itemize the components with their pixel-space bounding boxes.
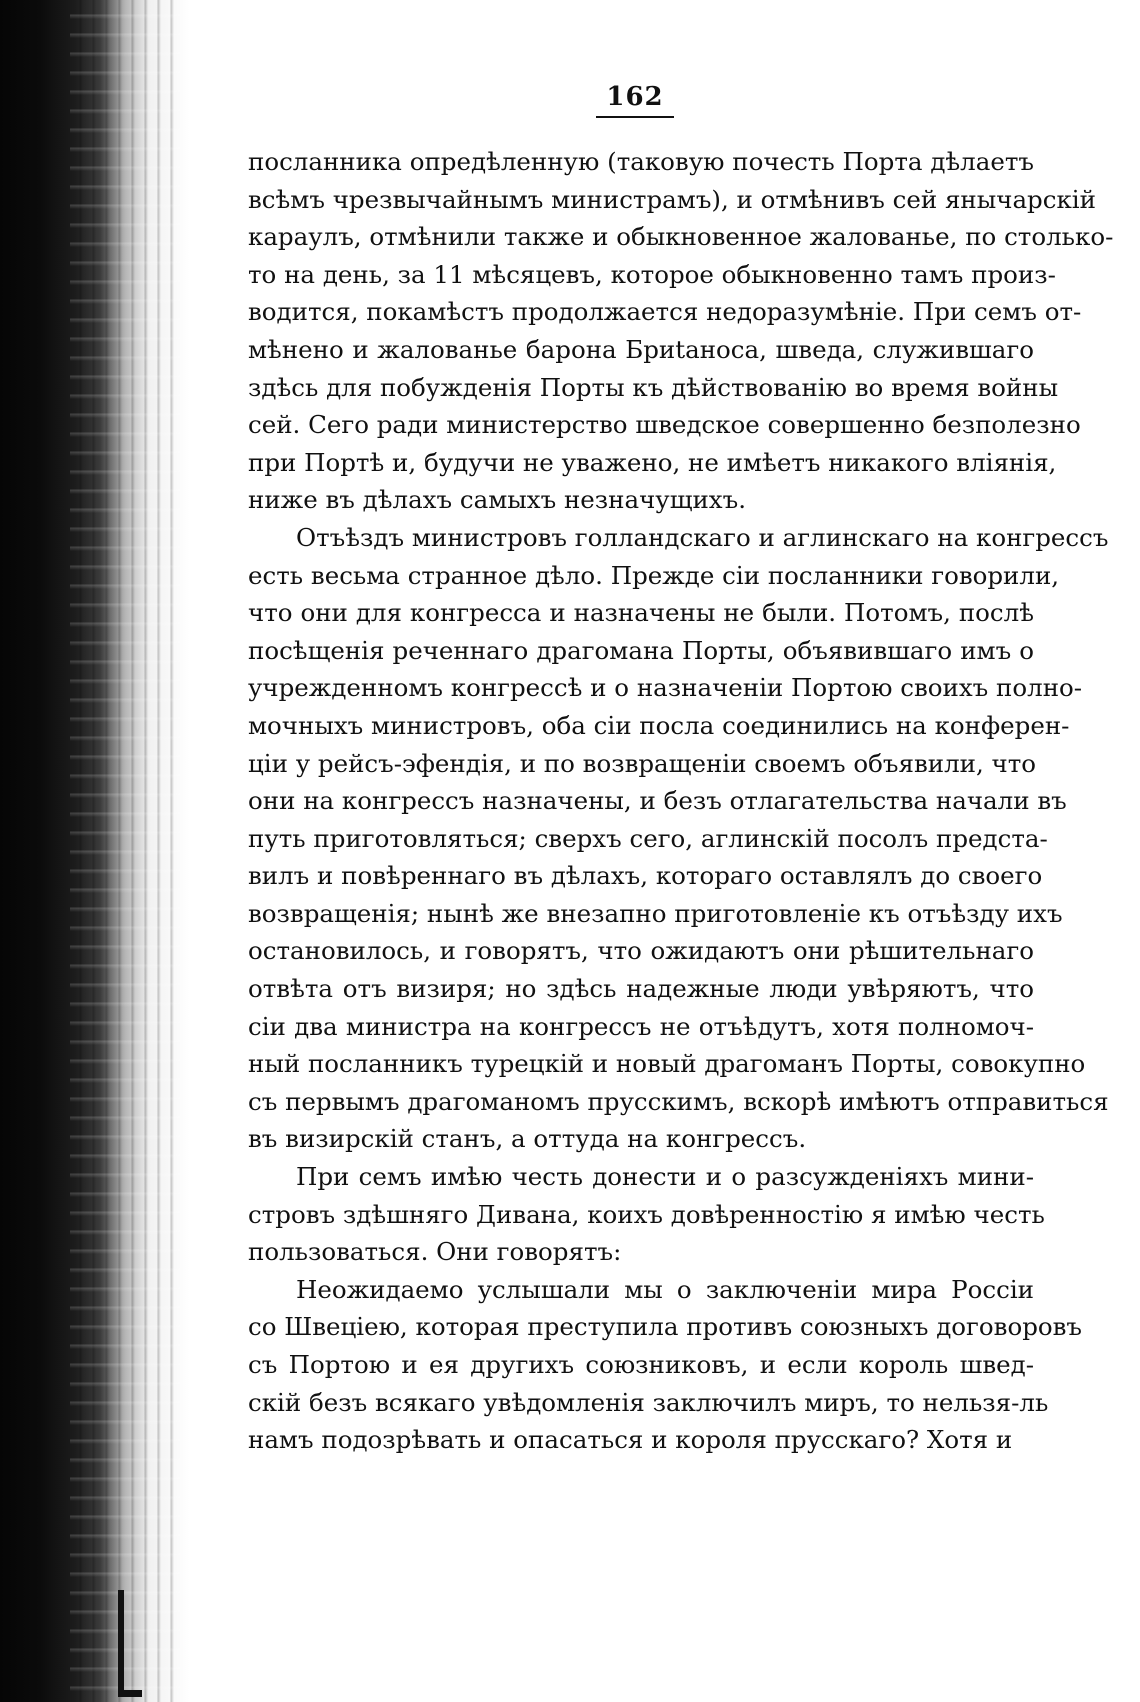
page-number: 162 [606, 82, 664, 112]
text-line: остановилось, и говорятъ, что ожидаютъ они рѣшительнаго [248, 936, 1034, 966]
text-line: посѣщенія реченнаго драгомана Порты, объявившаго имъ о [248, 635, 1034, 665]
text-line: есть весьма странное дѣло. Прежде сіи посланники говорили, [248, 560, 1060, 590]
text-line: При семъ имѣю честь донести и о разсужденіяхъ мини- [296, 1162, 1034, 1192]
header-rule [596, 116, 674, 118]
text-line: отвѣта отъ визиря; но здѣсь надежные люди увѣряютъ, что [248, 974, 1034, 1004]
text-line: возвращенія; нынѣ же внезапно приготовленіе къ отъѣзду ихъ [248, 898, 1063, 928]
text-line: ниже въ дѣлахъ самыхъ незначущихъ. [248, 485, 746, 515]
text-line: намъ подозрѣвать и опасаться и короля прусскаго? Хотя и [248, 1425, 1013, 1455]
text-line: что они для конгресса и назначены не были. Потомъ, послѣ [248, 598, 1034, 628]
text-line: Неожидаемо услышали мы о заключеніи мира Россіи [296, 1274, 1034, 1304]
scanned-binding-edge [0, 0, 210, 1702]
text-line: пользоваться. Они говорятъ: [248, 1237, 622, 1267]
text-line: стровъ здѣшняго Дивана, коихъ довѣренностію я имѣю честь [248, 1199, 1045, 1229]
text-line: при Портѣ и, будучи не уважено, не имѣетъ никакого вліянія, [248, 447, 1057, 477]
text-line: сіи два министра на конгрессъ не отъѣдутъ, хотя полномоч- [248, 1011, 1034, 1041]
text-line: со Швеціею, которая преступила противъ союзныхъ договоровъ [248, 1312, 1083, 1342]
text-line: то на день, за 11 мѣсяцевъ, которое обыкновенно тамъ произ- [248, 259, 1056, 289]
text-line: скій безъ всякаго увѣдомленія заключилъ миръ, то нельзя-ль [248, 1387, 1049, 1417]
paragraph [248, 143, 1114, 519]
paragraph [248, 519, 1109, 1158]
text-line: мочныхъ министровъ, оба сіи посла соединились на конферен- [248, 710, 1070, 740]
text-line: съ первымъ драгоманомъ прусскимъ, вскорѣ имѣютъ отправиться [248, 1086, 1109, 1116]
text-line: посланника опредѣленную (таковую почесть Порта дѣлаетъ [248, 147, 1034, 176]
text-line: ный посланникъ турецкій и новый драгоманъ Порты, совокупно [248, 1049, 1086, 1079]
text-line: ціи у рейсъ-эфендія, и по возвращеніи своемъ объявили, что [248, 748, 1037, 778]
text-line: съ Портою и ея другихъ союзниковъ, и если король швед- [248, 1350, 1034, 1379]
text-line: сей. Сего ради министерство шведское совершенно безполезно [248, 410, 1081, 440]
paragraph [248, 1158, 1045, 1271]
text-line: всѣмъ чрезвычайнымъ министрамъ), и отмѣнивъ сей янычарскій [248, 184, 1096, 214]
text-line: Отъѣздъ министровъ голландскаго и аглинскаго на конгрессъ [296, 522, 1109, 552]
text-line: они на конгрессъ назначены, и безъ отлагательства начали въ [248, 786, 1067, 816]
text-line: водится, покамѣстъ продолжается недоразумѣніе. При семъ от- [248, 297, 1082, 327]
page-header [590, 82, 680, 118]
text-line: здѣсь для побужденія Порты къ дѣйствованію во время войны [248, 372, 1059, 402]
text-line: мѣнено и жалованье барона Бриtaноса, шведа, служившаго [248, 334, 1034, 364]
text-line: въ визирскій станъ, а оттуда на конгрессъ. [248, 1124, 807, 1154]
paragraph [248, 1271, 1083, 1459]
body-text [248, 143, 1114, 1459]
text-line: учрежденномъ конгрессѣ и о назначеніи Портою своихъ полно- [248, 673, 1083, 703]
text-line: путь приготовляться; сверхъ сего, аглинскій посолъ предста- [248, 823, 1048, 853]
text-line: караулъ, отмѣнили также и обыкновенное жалованье, по столько- [248, 222, 1114, 252]
text-line: вилъ и повѣреннаго въ дѣлахъ, котораго оставлялъ до своего [248, 861, 1043, 891]
